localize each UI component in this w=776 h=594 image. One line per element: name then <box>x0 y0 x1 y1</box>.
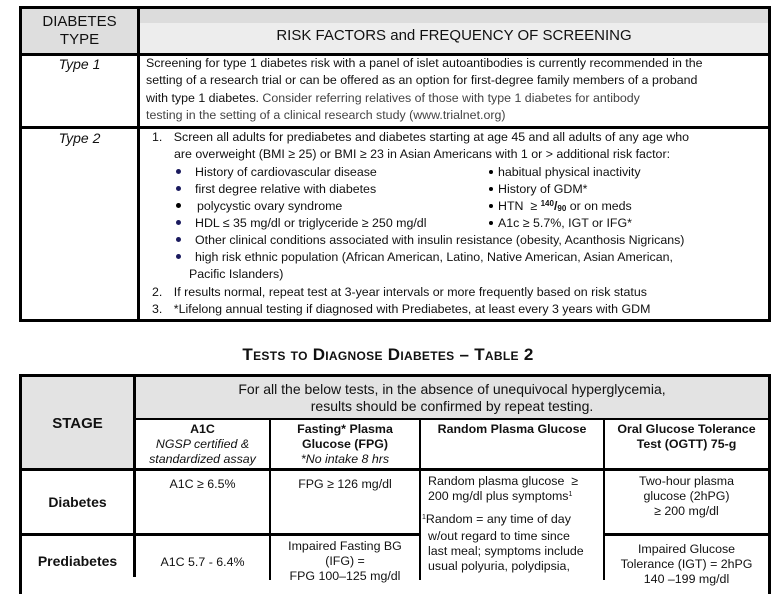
text-line: are overweight (BMI ≥ 25) or BMI ≥ 23 in Asian Americans with 1 or > additional risk factor: <box>174 147 671 161</box>
risk-factor-text: habitual physical inactivity <box>498 165 641 179</box>
cell-text: glucose (2hPG) <box>643 489 730 503</box>
risk-factor-text: HTN ≥ <box>498 199 541 213</box>
bullet-icon <box>176 203 181 208</box>
confirmation-note <box>136 377 768 419</box>
text-line <box>146 90 762 107</box>
text-span: with type 1 diabetes. <box>146 90 259 105</box>
risk-factor-text: high risk ethnic population (African American, Latino, Native American, Asian American, <box>195 250 673 264</box>
bullet-icon <box>176 220 181 225</box>
row-divider <box>136 418 768 420</box>
column-subtitle: NGSP certified & <box>155 437 250 451</box>
footnote-text: last meal; symptoms include <box>428 544 584 558</box>
cell-text: Impaired Glucose <box>637 542 736 556</box>
risk-factor-text: History of GDM* <box>498 182 588 196</box>
htn-systolic: 140 <box>540 199 554 208</box>
row-divider <box>603 533 768 536</box>
column-header-random <box>421 421 603 468</box>
type-1-label: Type 1 <box>58 56 101 72</box>
risk-factor-item <box>176 249 673 266</box>
list-number: 2. <box>152 285 163 299</box>
prediabetes-a1c: A1C 5.7 - 6.4% <box>160 555 245 569</box>
note-text: results should be confirmed by repeat testing. <box>310 398 594 414</box>
risk-factor-text: A1c ≥ 5.7%, IGT or IFG* <box>498 216 632 230</box>
diagnosis-tests-table <box>19 374 771 594</box>
screening-item-1 <box>152 129 689 146</box>
trialnet-referral-text: testing in the setting of a clinical research study (www.trialnet.org) <box>146 108 506 123</box>
stage-prediabetes: Prediabetes <box>37 553 118 569</box>
risk-factor-item <box>176 181 376 198</box>
text-span: Screen all adults for prediabetes and diabetes starting at age 45 and all adults of any age who <box>173 130 690 144</box>
prediabetes-ogtt <box>605 542 768 587</box>
risk-factor-item <box>489 198 632 216</box>
risk-factor-text: polycystic ovary syndrome <box>197 199 343 213</box>
column-title: Glucose (FPG) <box>301 437 389 451</box>
column-header-a1c <box>136 421 269 468</box>
footnote-text: usual polyuria, polydipsia, <box>428 559 570 573</box>
column-header-fpg <box>271 421 419 468</box>
bullet-icon <box>489 187 493 191</box>
bullet-icon <box>176 254 181 259</box>
stage-header: STAGE <box>22 377 133 471</box>
bullet-icon <box>176 169 181 174</box>
screening-item-2 <box>152 284 647 301</box>
footnote-text: w/out regard to time since <box>428 529 570 543</box>
header-text: TYPE <box>59 31 100 48</box>
column-title: A1C <box>190 422 215 436</box>
htn-diastolic: 90 <box>557 204 567 213</box>
column-title: Random Plasma Glucose <box>437 422 587 436</box>
table-2-title: Tests to Diagnose Diabetes – Table 2 <box>242 345 534 364</box>
type-1-description <box>146 55 762 125</box>
risk-factors-title: RISK FACTORS and FREQUENCY OF SCREENING <box>276 27 632 44</box>
type-2-label: Type 2 <box>58 130 101 146</box>
screening-item-3 <box>152 301 650 318</box>
text-line: setting of a research trial or can be offered as an option for first-degree family members of a proband <box>146 73 698 88</box>
risk-factor-item <box>489 215 632 232</box>
risk-factor-text: or on meds <box>566 199 632 213</box>
risk-factors-header <box>140 9 768 53</box>
cell-text: (IFG) = <box>325 554 365 568</box>
risk-factor-item <box>489 181 588 198</box>
cell-text: ≥ 200 mg/dl <box>654 504 719 518</box>
diabetes-type-header <box>22 9 137 53</box>
column-subtitle: *No intake 8 hrs <box>300 452 390 466</box>
text-line: Pacific Islanders) <box>189 267 284 281</box>
text-span: If results normal, repeat test at 3-year intervals or more frequently based on risk status <box>173 285 647 299</box>
risk-factor-item <box>176 232 684 249</box>
risk-factor-item <box>489 164 641 181</box>
cell-text: Tolerance (IGT) = 2hPG <box>620 557 753 571</box>
list-number: 3. <box>152 302 163 316</box>
diabetes-ogtt <box>605 474 768 519</box>
cell-text: Impaired Fasting BG <box>288 539 402 553</box>
risk-factor-item <box>176 198 342 215</box>
text-line: Screening for type 1 diabetes risk with a panel of islet autoantibodies is currently recommended in the <box>146 56 703 70</box>
cell-text: Two-hour plasma <box>638 474 735 488</box>
fraction-slash: / <box>553 199 558 213</box>
column-title: Test (OGTT) 75-g <box>636 437 737 451</box>
list-number: 1. <box>152 130 163 144</box>
stage-diabetes: Diabetes <box>48 494 107 510</box>
risk-factor-text: Other clinical conditions associated with insulin resistance (obesity, Acanthosis Nigricans) <box>195 233 685 247</box>
header-text: DIABETES <box>42 13 117 30</box>
bullet-icon <box>489 170 493 174</box>
trialnet-referral-text: Consider referring relatives of those with type 1 diabetes for antibody <box>258 90 640 105</box>
risk-factor-text: first degree relative with diabetes <box>195 182 377 196</box>
column-title: Fasting* Plasma <box>297 422 393 436</box>
bullet-icon <box>176 186 181 191</box>
risk-factors-table <box>19 6 771 322</box>
column-header-ogtt <box>605 421 768 468</box>
diabetes-fpg: FPG ≥ 126 mg/dl <box>298 477 392 491</box>
prediabetes-fpg <box>271 539 419 584</box>
risk-factor-item <box>176 164 377 181</box>
bullet-icon <box>176 237 181 242</box>
bullet-icon <box>489 204 493 208</box>
random-plasma-glucose-cell <box>421 474 603 574</box>
cell-text: FPG 100–125 mg/dl <box>289 569 401 583</box>
diabetes-a1c: A1C ≥ 6.5% <box>169 477 236 491</box>
risk-factor-text: History of cardiovascular disease <box>195 165 377 179</box>
bullet-icon <box>489 221 493 225</box>
column-title: Oral Glucose Tolerance <box>617 422 756 436</box>
note-text: For all the below tests, in the absence of unequivocal hyperglycemia, <box>238 381 666 397</box>
row-divider <box>22 468 768 471</box>
footnote-text: Random = any time of day <box>425 512 571 526</box>
text-span: *Lifelong annual testing if diagnosed with Prediabetes, at least every 3 years with GDM <box>173 302 651 316</box>
cell-text: 140 –199 mg/dl <box>643 572 730 586</box>
cell-text: Random plasma glucose ≥ <box>428 474 579 488</box>
type-2-description <box>146 129 762 319</box>
cell-text: 200 mg/dl plus symptoms <box>428 489 569 503</box>
footnote-mark: 1 <box>568 491 573 498</box>
risk-factor-text: HDL ≤ 35 mg/dl or triglyceride ≥ 250 mg/dl <box>195 216 427 230</box>
risk-factor-item <box>176 215 426 232</box>
column-subtitle: standardized assay <box>149 452 256 466</box>
footnote-mark: 1 <box>422 514 426 521</box>
